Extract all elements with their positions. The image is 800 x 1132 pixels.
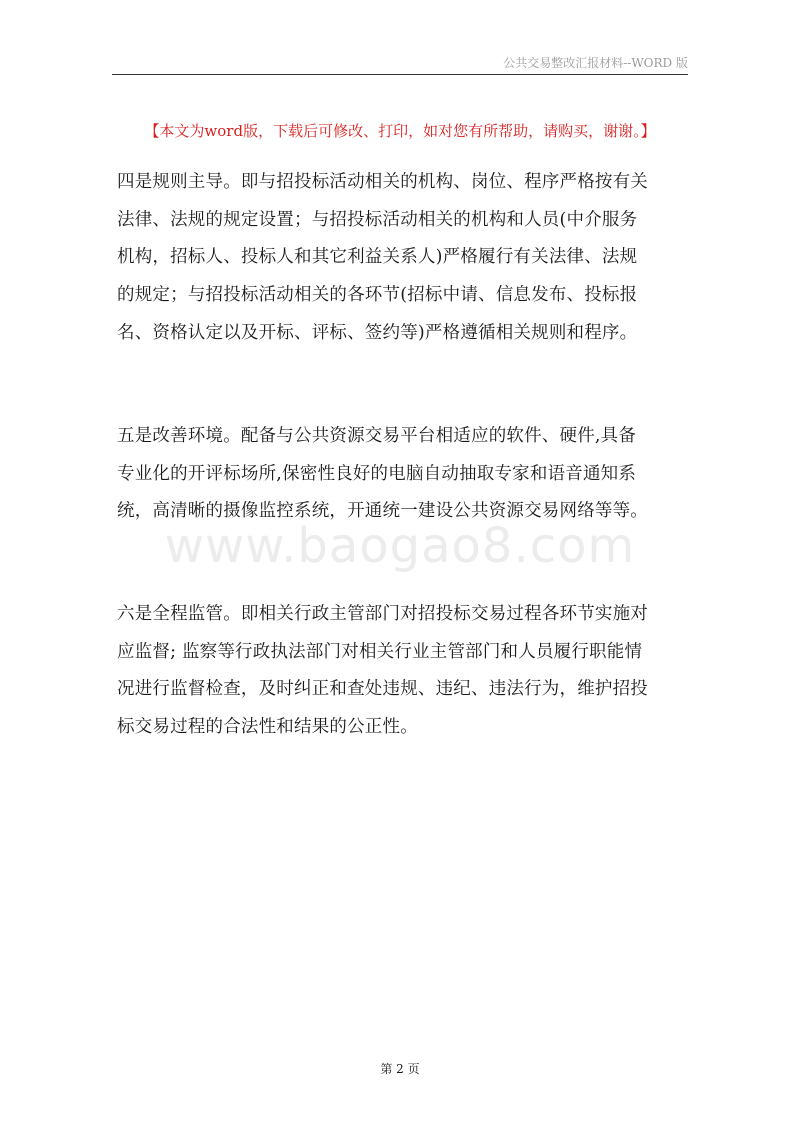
header-title: 公共交易整改汇报材料--WORD 版 bbox=[503, 56, 688, 70]
paragraph-line: 标交易过程的合法性和结果的公正性。 bbox=[117, 717, 418, 738]
watermark: www.baogao8.com bbox=[164, 518, 636, 574]
paragraph-line: 应监督; 监察等行政执法部门对相关行业主管部门和人员履行职能情 bbox=[117, 641, 643, 662]
purchase-notice: 【本文为word版，下载后可修改、打印，如对您有所帮助，请购买，谢谢。】 bbox=[144, 122, 656, 140]
paragraph-line: 专业化的开评标场所,保密性良好的电脑自动抽取专家和语音通知系 bbox=[117, 463, 637, 484]
paragraph-line: 机构，招标人、投标人和其它利益关系人)严格履行有关法律、法规 bbox=[117, 247, 638, 268]
paragraph-line: 五是改善环境。配备与公共资源交易平台相适应的软件、硬件,具备 bbox=[117, 426, 637, 446]
paragraph-line: 名、资格认定以及开标、评标、签约等)严格遵循相关规则和程序。 bbox=[117, 322, 638, 343]
page-number: 第 2 页 bbox=[380, 1062, 420, 1076]
paragraph-full-supervision bbox=[117, 596, 689, 747]
paragraph-line: 况进行监督检查，及时纠正和查处违规、违纪、违法行为，维护招投 bbox=[117, 679, 648, 700]
paragraph-line: 六是全程监管。即相关行政主管部门对招投标交易过程各环节实施对 bbox=[117, 604, 648, 624]
paragraph-line: 四是规则主导。即与招投标活动相关的机构、岗位、程序严格按有关 bbox=[117, 172, 648, 192]
paragraph-line: 的规定；与招投标活动相关的各环节(招标中请、信息发布、投标报 bbox=[117, 285, 638, 306]
paragraph-improve-environment bbox=[117, 418, 689, 531]
header-divider bbox=[112, 74, 688, 75]
paragraph-line: 统，高清晰的摄像监控系统，开通统一建设公共资源交易网络等等。 bbox=[117, 501, 648, 522]
paragraph-line: 法律、法规的规定设置；与招投标活动相关的机构和人员(中介服务 bbox=[117, 209, 638, 230]
paragraph-rules-guidance bbox=[117, 164, 689, 353]
